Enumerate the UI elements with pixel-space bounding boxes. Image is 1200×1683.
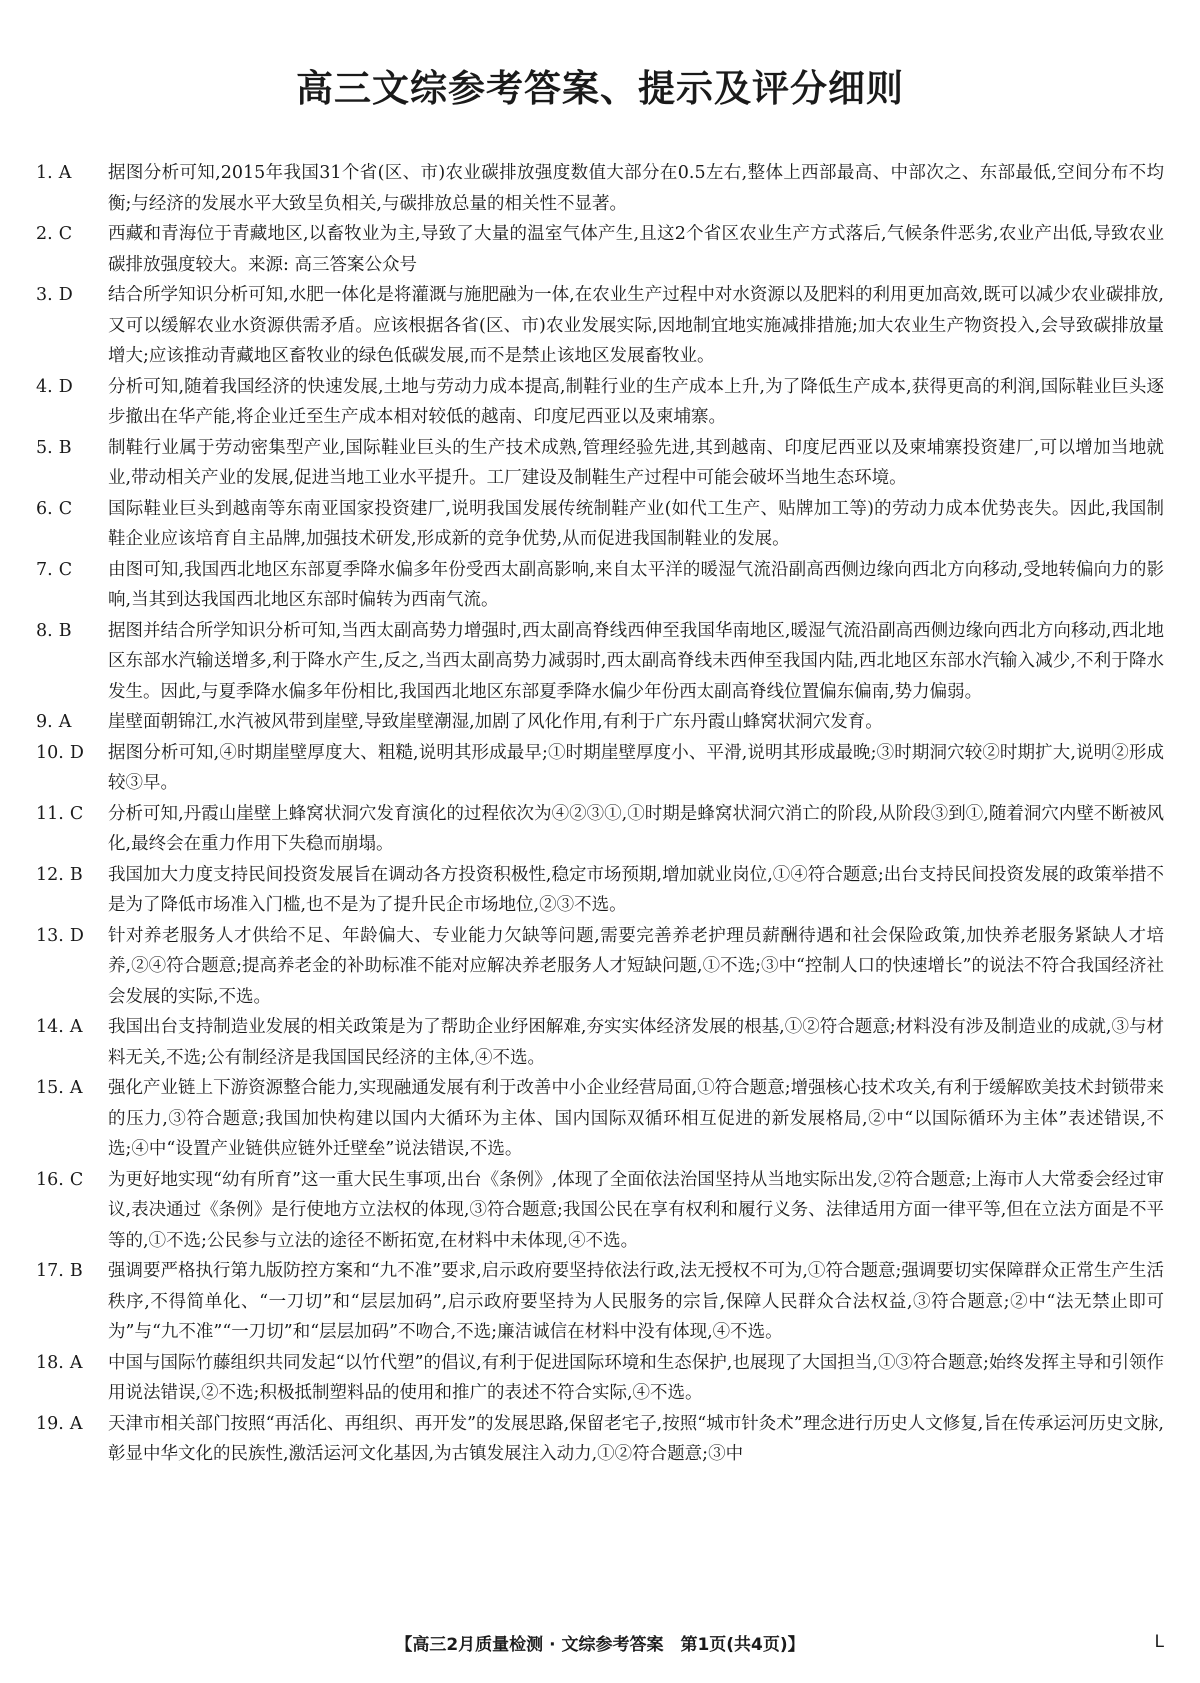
answer-explanation: 强调要严格执行第九版防控方案和“九不准”要求,启示政府要坚持依法行政,法无授权不可为,①符合题意;强调要切实保障群众正常生产生活秩序,不得简单化、“一刀切”和“层层加码”,启示政府要坚持为人民服务的宗旨,保障人民群众合法权益,③符合题意;②中“法无禁止即可为”与“九不准”“一刀切”和“层层加码”不吻合,不选;廉洁诚信在材料中没有体现,④不选。: [108, 1261, 1164, 1342]
answer-choice: A: [69, 1413, 83, 1434]
answer-choice: B: [69, 1261, 83, 1281]
answer-label: [36, 1348, 82, 1379]
answer-explanation: 强化产业链上下游资源整合能力,实现融通发展有利于改善中小企业经营局面,①符合题意;增强核心技术攻关,有利于缓解欧美技术封锁带来的压力,③符合题意;我国加快构建以国内大循环为主体、国内国际双循环相互促进的新发展格局,②中“以国际循环为主体”表述错误,不选;④中“设置产业链供应链外迁壁垒”说法错误,不选。: [108, 1078, 1164, 1159]
answer-explanation: 国际鞋业巨头到越南等东南亚国家投资建厂,说明我国发展传统制鞋产业(如代工生产、贴牌加工等)的劳动力成本优势丧失。因此,我国制鞋企业应该培育自主品牌,加强技术研发,形成新的竞争优势,从而促进我国制鞋业的发展。: [108, 498, 1164, 549]
question-number: 5.: [36, 437, 53, 458]
answer-explanation: 据图并结合所学知识分析可知,当西太副高势力增强时,西太副高脊线西伸至我国华南地区,暖湿气流沿副高西侧边缘向西北方向移动,西北地区东部水汽输送增多,利于降水产生,反之,当西太副高势力减弱时,西太副高脊线未西伸至我国内陆,西北地区东部水汽输入减少,不利于降水发生。因此,与夏季降水偏多年份相比,我国西北地区东部夏季降水偏少年份西太副高脊线位置偏东偏南,势力偏弱。: [108, 620, 1164, 702]
answer-explanation: 结合所学知识分析可知,水肥一体化是将灌溉与施肥融为一体,在农业生产过程中对水资源以及肥料的利用更加高效,既可以减少农业碳排放,又可以缓解农业水资源供需矛盾。应该根据各省(区、市)农业发展实际,因地制宜地实施减排措施;加大农业生产物资投入,会导致碳排放量增大;应该推动青藏地区畜牧业的绿色低碳发展,而不是禁止该地区发展畜牧业。: [108, 285, 1164, 366]
answer-explanation: 制鞋行业属于劳动密集型产业,国际鞋业巨头的生产技术成熟,管理经验先进,其到越南、印度尼西亚以及柬埔寨投资建厂,可以增加当地就业,带动相关产业的发展,促进当地工业水平提升。工厂建设及制鞋生产过程中可能会破坏当地生态环境。: [108, 437, 1164, 488]
answer-explanation: 我国出台支持制造业发展的相关政策是为了帮助企业纾困解难,夯实实体经济发展的根基,①②符合题意;材料没有涉及制造业的成就,③与材料无关,不选;公有制经济是我国国民经济的主体,④不选。: [108, 1017, 1164, 1068]
answer-item: [36, 158, 1164, 219]
question-number: 11.: [36, 803, 64, 824]
question-number: 10.: [36, 742, 64, 763]
question-number: 13.: [36, 925, 64, 946]
answer-item: [36, 707, 1164, 738]
answer-explanation: 针对养老服务人才供给不足、年龄偏大、专业能力欠缺等问题,需要完善养老护理员薪酬待遇和社会保险政策,加快养老服务紧缺人才培养,②④符合题意;提高养老金的补助标准不能对应解决养老服务人才短缺问题,①不选;③中“控制人口的快速增长”的说法不符合我国经济社会发展的实际,不选。: [108, 925, 1164, 1007]
answer-choice: A: [69, 1017, 83, 1037]
answer-explanation: 我国加大力度支持民间投资发展旨在调动各方投资积极性,稳定市场预期,增加就业岗位,①④符合题意;出台支持民间投资发展的政策举措不是为了降低市场准入门槛,也不是为了提升民企市场地位,②③不选。: [108, 864, 1164, 915]
question-number: 16.: [36, 1169, 64, 1190]
answer-label: [36, 860, 83, 891]
question-number: 3.: [36, 285, 53, 305]
answer-label: [36, 555, 72, 586]
answer-label: [36, 707, 71, 738]
question-number: 4.: [36, 376, 53, 397]
question-number: 1.: [36, 163, 53, 183]
answer-choice: A: [69, 1352, 83, 1373]
question-number: 14.: [36, 1017, 64, 1037]
answer-label: [36, 280, 73, 311]
page-footer: 【高三2月质量检测 · 文综参考答案 第1页(共4页)】: [395, 1635, 805, 1655]
answer-label: [36, 494, 72, 525]
question-number: 18.: [36, 1352, 64, 1373]
answer-choice: B: [69, 864, 83, 885]
answer-choice: D: [69, 742, 84, 763]
corner-mark: L: [1154, 1632, 1164, 1652]
answer-explanation: 为更好地实现“幼有所育”这一重大民生事项,出台《条例》,体现了全面依法治国坚持从当地实际出发,②符合题意;上海市人大常委会经过审议,表决通过《条例》是行使地方立法权的体现,③符合题意;我国公民在享有权利和履行义务、法律适用方面一律平等,但在立法方面是不平等的,①不选;公民参与立法的途径不断拓宽,在材料中未体现,④不选。: [108, 1169, 1164, 1251]
answer-choice: A: [69, 1078, 83, 1098]
answer-choice: A: [58, 163, 72, 183]
answer-choice: C: [58, 224, 73, 244]
answer-item: [36, 1073, 1164, 1165]
question-number: 19.: [36, 1413, 64, 1434]
answer-choice: C: [58, 498, 73, 519]
answer-label: [36, 433, 72, 464]
answer-item: [36, 1012, 1164, 1073]
answer-explanation: 崖壁面朝锦江,水汽被风带到崖壁,导致崖壁潮湿,加剧了风化作用,有利于广东丹霞山蜂窝状洞穴发育。: [108, 712, 883, 732]
answer-item: [36, 494, 1164, 555]
answer-item: [36, 738, 1164, 799]
question-number: 17.: [36, 1261, 64, 1281]
answer-item: [36, 433, 1164, 494]
question-number: 12.: [36, 864, 64, 885]
answer-explanation: 分析可知,随着我国经济的快速发展,土地与劳动力成本提高,制鞋行业的生产成本上升,为了降低生产成本,获得更高的利润,国际鞋业巨头逐步撤出在华产能,将企业迁至生产成本相对较低的越南、印度尼西亚以及柬埔寨。: [108, 376, 1164, 427]
answer-label: [36, 1012, 82, 1043]
answer-explanation: 分析可知,丹霞山崖壁上蜂窝状洞穴发育演化的过程依次为④②③①,①时期是蜂窝状洞穴消亡的阶段,从阶段③到①,随着洞穴内壁不断被风化,最终会在重力作用下失稳而崩塌。: [108, 803, 1164, 854]
answer-label: [36, 219, 72, 250]
answer-label: [36, 1073, 82, 1104]
answer-explanation: 西藏和青海位于青藏地区,以畜牧业为主,导致了大量的温室气体产生,且这2个省区农业生产方式落后,气候条件恶劣,农业产出低,导致农业碳排放强度较大。来源: 高三答案公众号: [108, 224, 1164, 275]
question-number: 2.: [36, 224, 53, 244]
answer-choice: C: [69, 1169, 84, 1190]
answer-item: [36, 1256, 1164, 1348]
answer-item: [36, 372, 1164, 433]
answer-explanation: 由图可知,我国西北地区东部夏季降水偏多年份受西太副高影响,来自太平洋的暖湿气流沿副高西侧边缘向西北方向移动,受地转偏向力的影响,当其到达我国西北地区东部时偏转为西南气流。: [108, 559, 1164, 610]
answer-item: [36, 280, 1164, 372]
answer-item: [36, 799, 1164, 860]
answer-choice: B: [58, 620, 72, 641]
answer-label: [36, 799, 83, 830]
question-number: 7.: [36, 559, 53, 580]
answer-item: [36, 860, 1164, 921]
answer-explanation: 据图分析可知,④时期崖壁厚度大、粗糙,说明其形成最早;①时期崖壁厚度小、平滑,说明其形成最晚;③时期洞穴较②时期扩大,说明②形成较③早。: [108, 742, 1164, 793]
answer-explanation: 据图分析可知,2015年我国31个省(区、市)农业碳排放强度数值大部分在0.5左右,整体上西部最高、中部次之、东部最低,空间分布不均衡;与经济的发展水平大致呈负相关,与碳排放总量的相关性不显著。: [108, 163, 1164, 214]
answer-item: [36, 1165, 1164, 1257]
question-number: 9.: [36, 712, 53, 732]
answer-explanation: 天津市相关部门按照“再活化、再组织、再开发”的发展思路,保留老宅子,按照“城市针灸术”理念进行历史人文修复,旨在传承运河历史文脉,彰显中华文化的民族性,激活运河文化基因,为古镇发展注入动力,①②符合题意;③中: [108, 1413, 1164, 1464]
answer-label: [36, 616, 72, 647]
answer-label: [36, 738, 84, 769]
answer-item: [36, 1348, 1164, 1409]
answer-label: [36, 372, 73, 403]
page-title: 高三文综参考答案、提示及评分细则: [296, 67, 904, 110]
answer-label: [36, 1165, 83, 1196]
answer-choice: D: [58, 285, 73, 305]
answer-choice: C: [69, 803, 84, 824]
question-number: 15.: [36, 1078, 64, 1098]
answer-choice: B: [58, 437, 72, 458]
answer-item: [36, 1409, 1164, 1470]
answer-label: [36, 1409, 82, 1440]
answer-label: [36, 158, 71, 189]
answer-label: [36, 1256, 83, 1287]
question-number: 6.: [36, 498, 53, 519]
answer-choice: D: [58, 376, 73, 397]
answer-list: [36, 158, 1164, 1470]
answer-item: [36, 616, 1164, 708]
answer-item: [36, 555, 1164, 616]
answer-choice: D: [69, 925, 84, 946]
answer-choice: C: [58, 559, 73, 580]
question-number: 8.: [36, 620, 53, 641]
answer-item: [36, 219, 1164, 280]
answer-item: [36, 921, 1164, 1013]
answer-explanation: 中国与国际竹藤组织共同发起“以竹代塑”的倡议,有利于促进国际环境和生态保护,也展现了大国担当,①③符合题意;始终发挥主导和引领作用说法错误,②不选;积极抵制塑料品的使用和推广的表述不符合实际,④不选。: [108, 1352, 1164, 1403]
answer-label: [36, 921, 84, 952]
answer-choice: A: [58, 712, 72, 732]
